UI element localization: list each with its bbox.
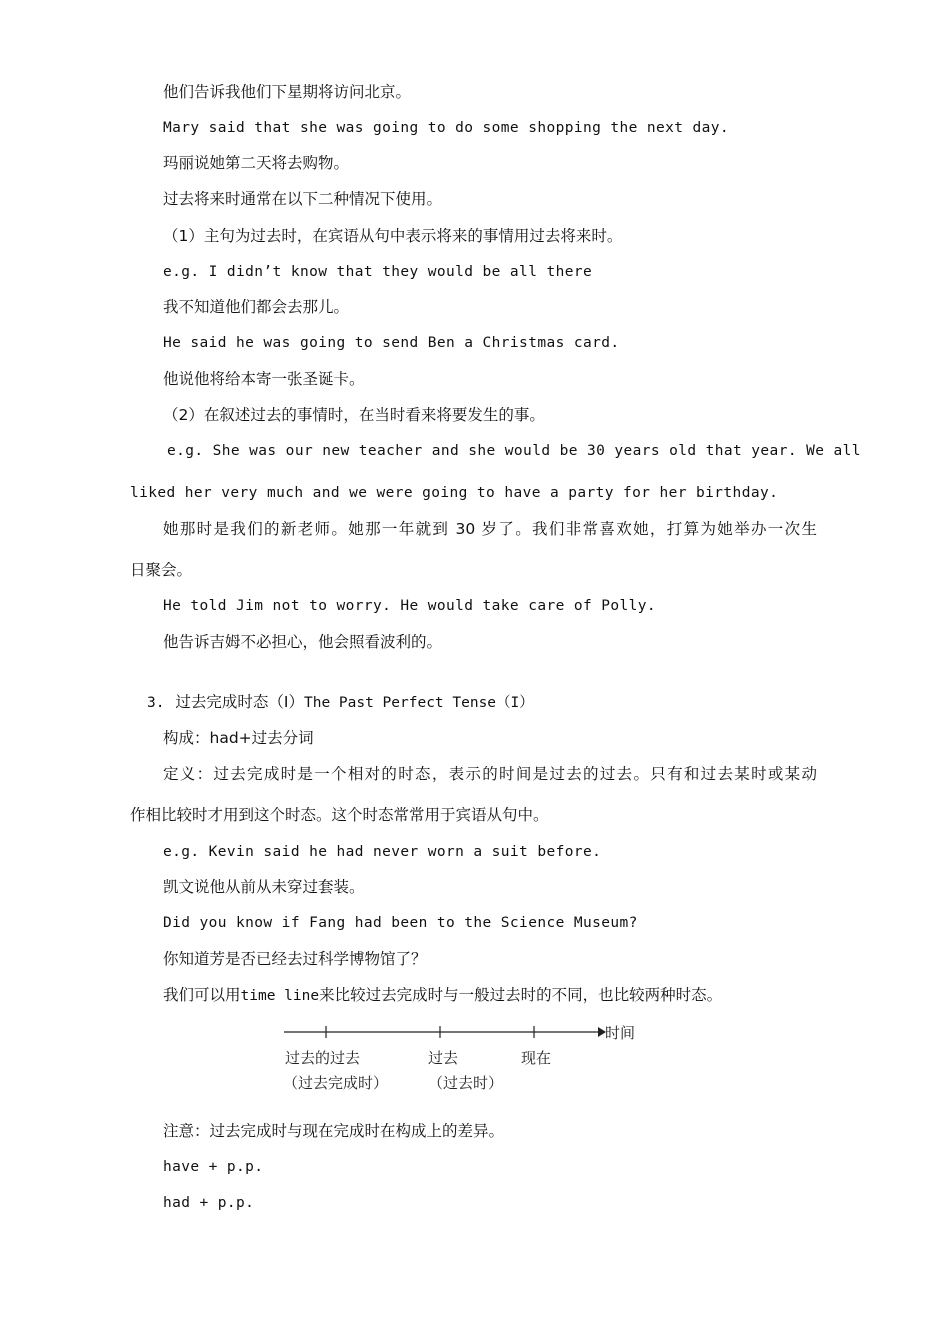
text-line: e.g. I didn’t know that they would be all there [163,264,593,280]
text-line: e.g. She was our new teacher and she would be 30 years old that year. We all [167,443,861,459]
text-line: 构成：had+过去分词 [163,729,314,747]
text-line: 你知道芳是否已经去过科学博物馆了？ [163,950,427,968]
text-line: Did you know if Fang had been to the Science Museum? [163,915,638,931]
text-line: He said he was going to send Ben a Christmas card. [163,335,620,351]
section-title-zh: 过去完成时态（I） [175,693,304,711]
text-line: have + p.p. [163,1159,264,1175]
text-span: 来比较过去完成时与一般过去时的不同，也比较两种时态。 [319,986,723,1004]
section-title-en: The Past Perfect Tense（I） [303,695,534,711]
text-line: Mary said that she was going to do some shopping the next day. [163,120,730,136]
text-line: had + p.p. [163,1195,255,1211]
text-span: 我们可以用 [163,986,241,1004]
text-line: 我不知道他们都会去那儿。 [163,298,350,316]
text-line: 注意：过去完成时与现在完成时在构成上的差异。 [163,1122,505,1140]
section-number: 3. [147,695,165,711]
text-line: 他告诉吉姆不必担心，他会照看波利的。 [163,633,443,651]
text-line: （1）主句为过去时，在宾语从句中表示将来的事情用过去将来时。 [163,227,623,245]
text-line: 她那时是我们的新老师。她那一年就到 30 岁了。我们非常喜欢她，打算为她举办一次生 [163,520,817,538]
text-line: liked her very much and we were going to have a party for her birthday. [130,485,779,501]
text-line: He told Jim not to worry. He would take care of Polly. [163,598,657,614]
text-line: 他们告诉我他们下星期将访问北京。 [163,83,412,101]
text-line: e.g. Kevin said he had never worn a suit before. [163,844,602,860]
text-line: （2）在叙述过去的事情时，在当时看来将要发生的事。 [163,406,545,424]
text-line: 定义：过去完成时是一个相对的时态，表示的时间是过去的过去。只有和过去某时或某动 [163,765,817,783]
timeline-point-label: 过去的过去 [285,1049,361,1067]
timeline-note: （过去时） [428,1074,504,1092]
text-line: 作相比较时才用到这个时态。这个时态常常用于宾语从句中。 [130,806,549,824]
timeline-axis-label: 时间 [605,1024,636,1042]
text-line: 过去将来时通常在以下二种情况下使用。 [163,190,443,208]
timeline-point-label: 过去 [428,1049,459,1067]
text-span: time line [240,988,320,1004]
text-line: 他说他将给本寄一张圣诞卡。 [163,370,365,388]
text-line: 日聚会。 [130,561,193,579]
text-line [163,985,722,1006]
timeline-note: （过去完成时） [283,1074,389,1092]
timeline-axis [282,1020,612,1044]
text-line: 凯文说他从前从未穿过套装。 [163,878,365,896]
section-heading [147,692,534,713]
text-line: 玛丽说她第二天将去购物。 [163,154,350,172]
timeline-point-label: 现在 [521,1049,552,1067]
